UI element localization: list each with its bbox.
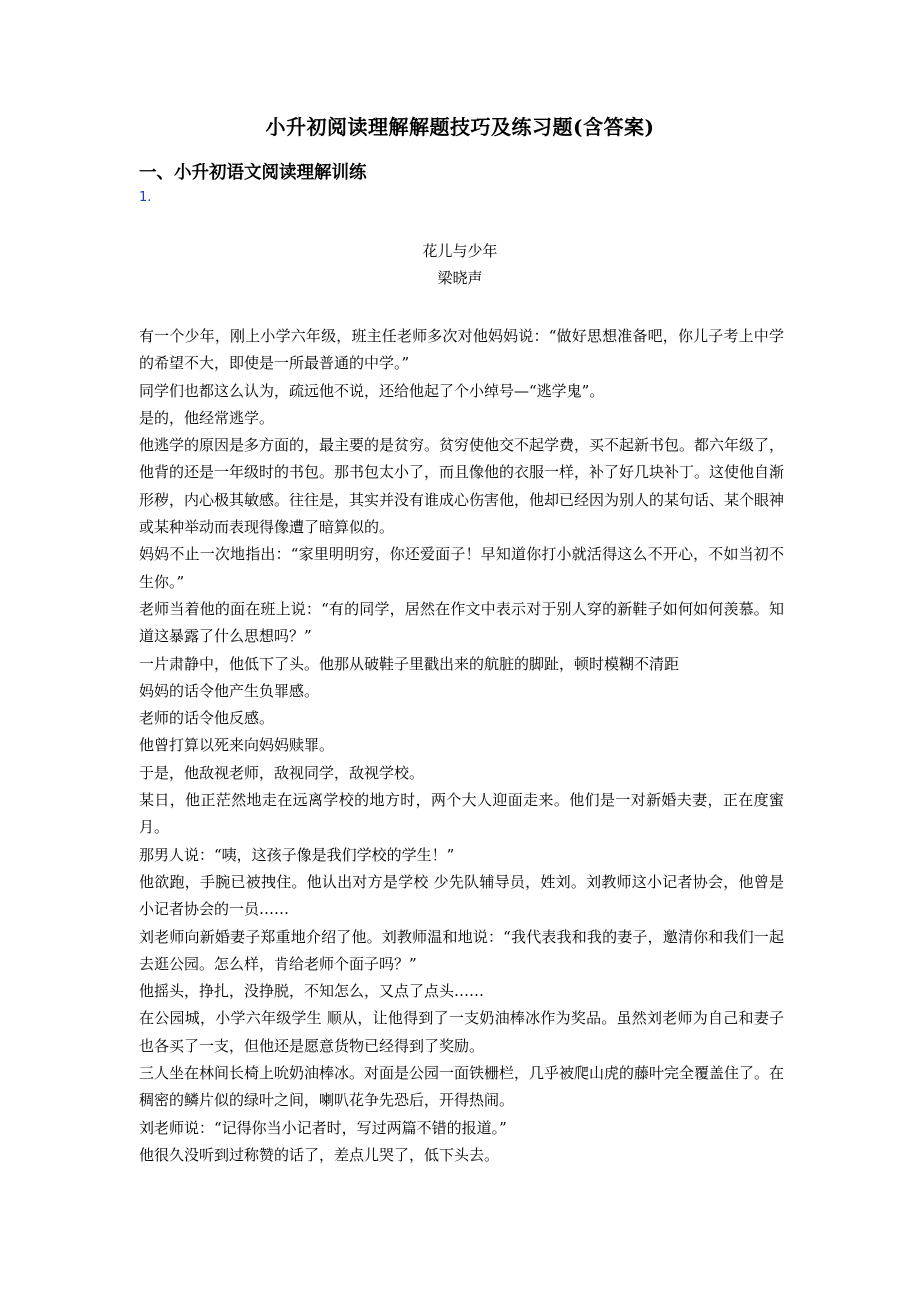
paragraph: 老师的话令他反感。 bbox=[139, 709, 275, 728]
story-author: 梁晓声 bbox=[437, 269, 483, 287]
paragraph: 是的，他经常逃学。 bbox=[139, 408, 275, 427]
paragraph: 妈妈不止一次地指出：“家里明明穷，你还爱面子！早知道你打小就活得这么不开心，不如当初不生你。” bbox=[139, 545, 784, 591]
paragraph: 在公园城，小学六年级学生 顺从，让他得到了一支奶油棒冰作为奖品。虽然刘老师为自己和妻子也各买了一支，但他还是愿意货物已经得到了奖励。 bbox=[139, 1009, 784, 1055]
paragraph: 他逃学的原因是多方面的，最主要的是贫穷。贫穷使他交不起学费，买不起新书包。都六年级了，他背的还是一年级时的书包。那书包太小了，而且像他的衣服一样，补了好几块补丁。这使他自渐形秽，内心极其敏感。往往是，其实并没有谁成心伤害他，他却已经因为别人的某句话、某个眼神或某种举动而表现得像遭了暗算似的。 bbox=[139, 436, 785, 537]
paragraph: 于是，他敌视老师，敌视同学，敌视学校。 bbox=[139, 763, 425, 782]
section-heading: 一、小升初语文阅读理解训练 bbox=[139, 163, 367, 183]
paragraph: 那男人说：“咦，这孩子像是我们学校的学生！” bbox=[139, 845, 455, 864]
paragraph: 他欲跑，手腕已被拽住。他认出对方是学校 少先队辅导员，姓刘。刘教师这小记者协会，他曾是小记者协会的一员…… bbox=[139, 872, 784, 919]
paragraph: 一片肃静中，他低下了头。他那从破鞋子里戳出来的航脏的脚趾，顿时模糊不清距 bbox=[139, 654, 680, 673]
paragraph: 他很久没听到过称赞的话了，差点儿哭了，低下头去。 bbox=[139, 1145, 500, 1164]
paragraph: 老师当着他的面在班上说：“有的同学，居然在作文中表示对于别人穿的新鞋子如何如何羡慕。知道这暴露了什么思想吗？” bbox=[139, 599, 784, 646]
paragraph: 他摇头，挣扎，没挣脱，不知怎么，又点了点头…… bbox=[139, 982, 485, 1001]
story-body bbox=[139, 323, 784, 1169]
paragraph: 刘老师说：“记得你当小记者时，写过两篇不错的报道。” bbox=[139, 1118, 507, 1137]
paragraph: 同学们也都这么认为，疏远他不说，还给他起了个小绰号—“逃学鬼”。 bbox=[139, 381, 605, 400]
paragraph: 三人坐在林间长椅上吮奶油棒冰。对面是公园一面铁栅栏，几乎被爬山虎的藤叶完全覆盖住了。在稠密的鳞片似的绿叶之间，喇叭花争先恐后，开得热闹。 bbox=[139, 1064, 785, 1110]
paragraph: 有一个少年，刚上小学六年级，班主任老师多次对他妈妈说：“做好思想准备吧，你儿子考上中学的希望不大，即使是一所最普通的中学。” bbox=[139, 327, 784, 373]
paragraph: 他曾打算以死来向妈妈赎罪。 bbox=[139, 736, 335, 755]
paragraph: 妈妈的话令他产生负罪感。 bbox=[139, 681, 320, 700]
story-title: 花儿与少年 bbox=[422, 242, 498, 260]
question-number: 1. bbox=[139, 190, 152, 205]
paragraph: 刘老师向新婚妻子郑重地介绍了他。刘教师温和地说：“我代表我和我的妻子，邀清你和我们一起去逛公园。怎么样，肯给老师个面子吗？” bbox=[139, 927, 784, 973]
document-title: 小升初阅读理解解题技巧及练习题(含答案) bbox=[265, 115, 655, 139]
paragraph: 某日，他正茫然地走在远离学校的地方时，两个大人迎面走来。他们是一对新婚夫妻，正在度蜜月。 bbox=[139, 791, 784, 837]
